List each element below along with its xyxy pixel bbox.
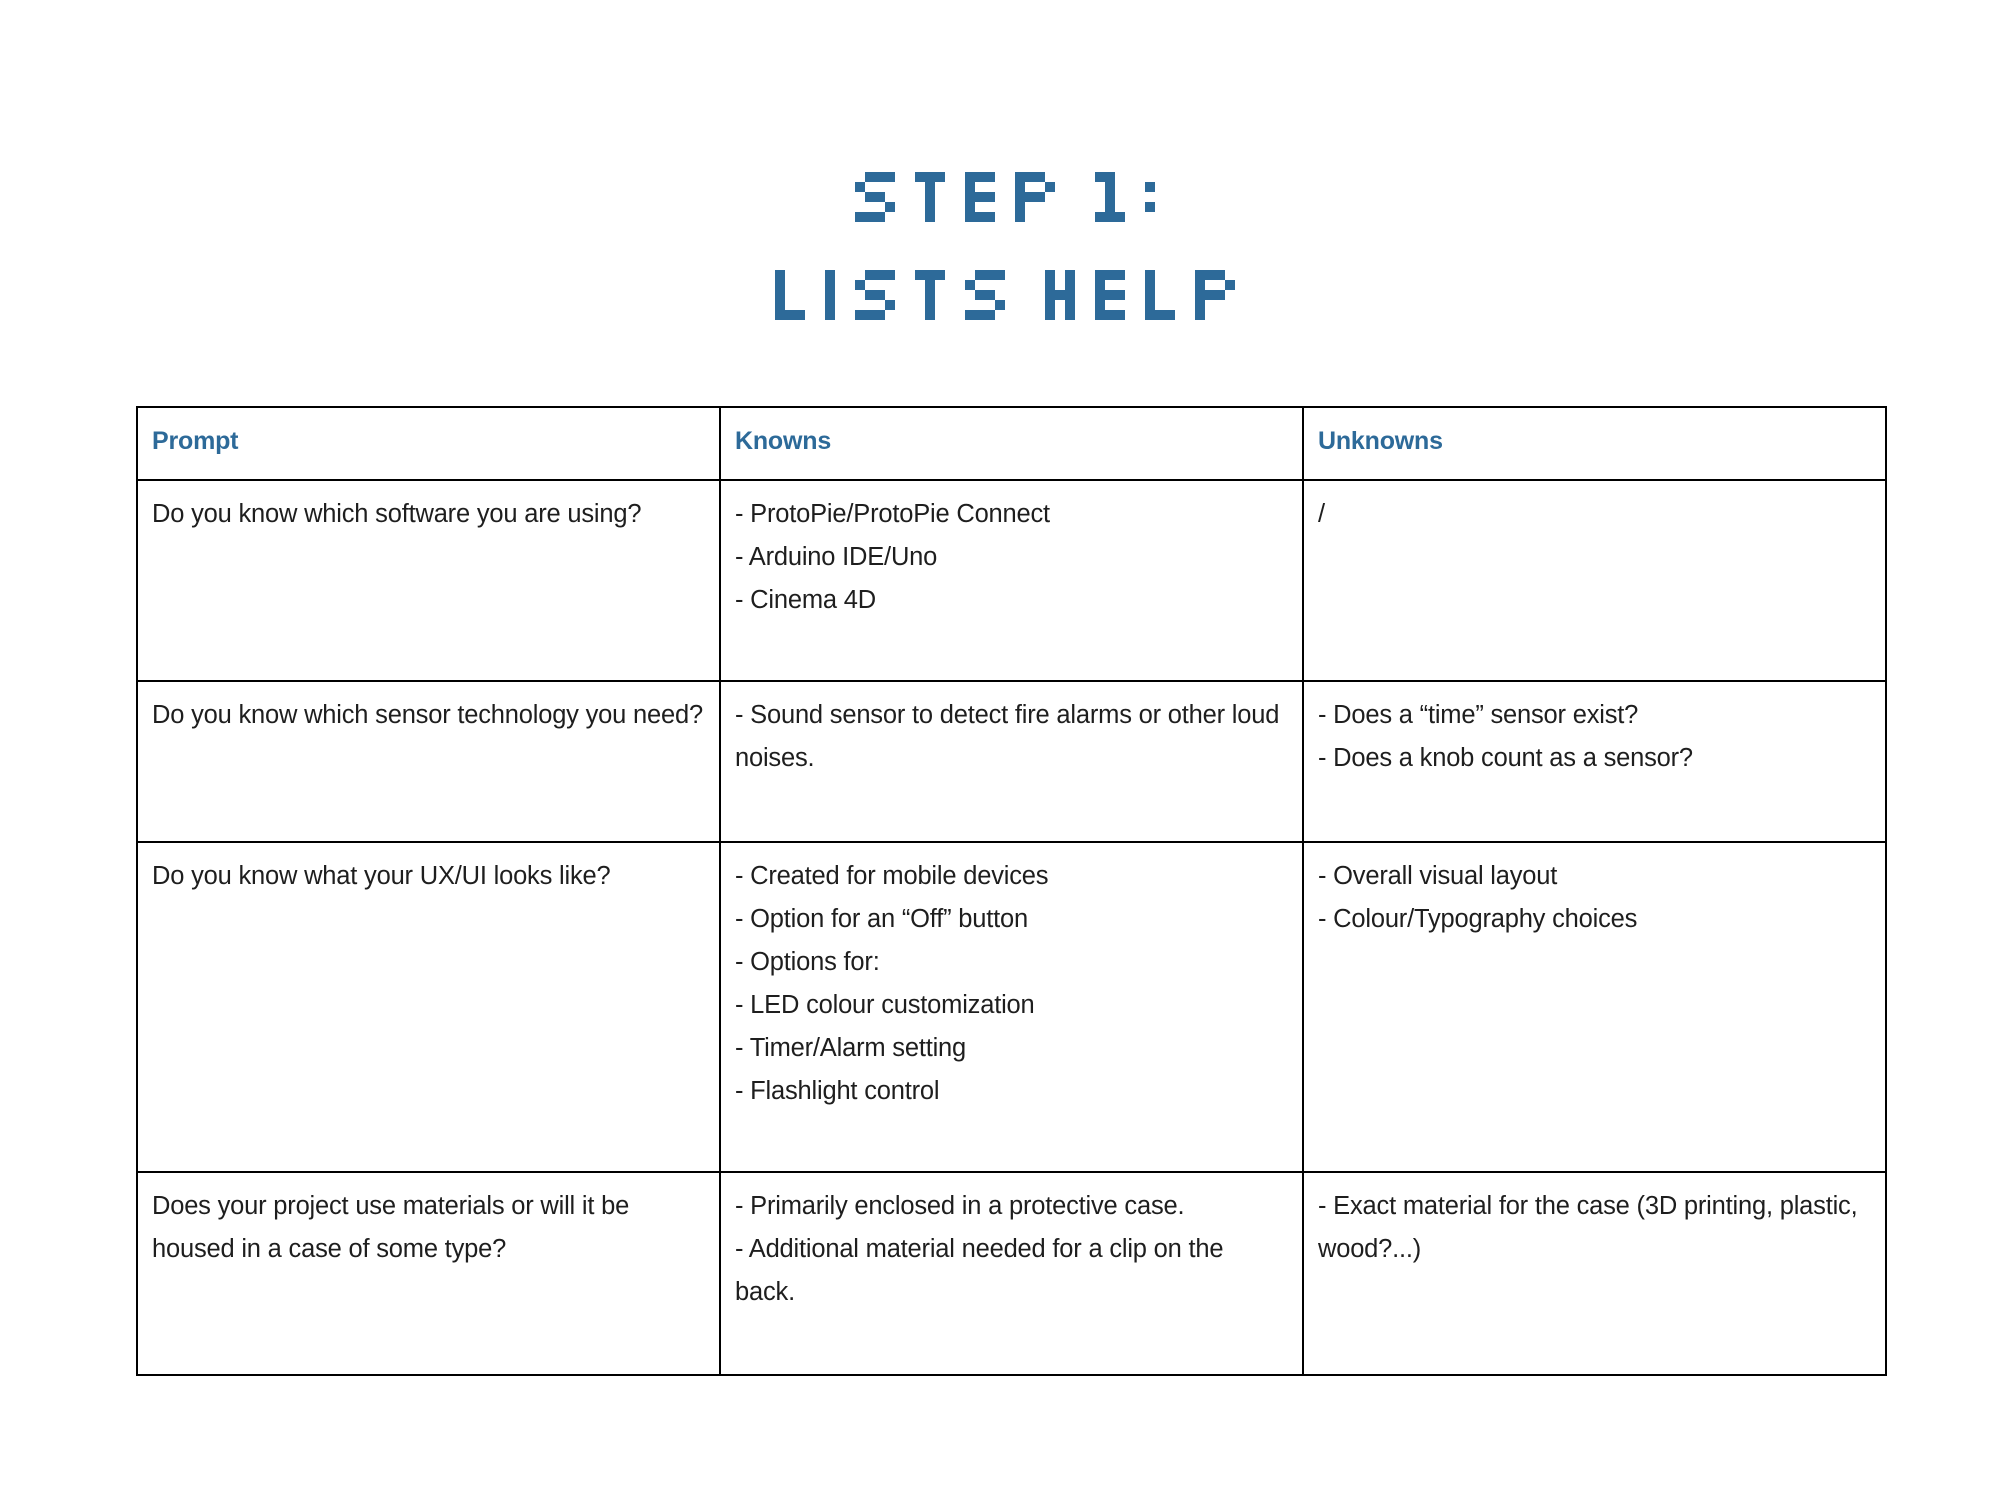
title-pixel (1015, 172, 1025, 182)
title-pixel (1205, 290, 1215, 300)
title-pixel (1025, 172, 1035, 182)
title-pixel (855, 310, 865, 320)
title-pixel (925, 192, 935, 202)
title-pixel (1145, 202, 1155, 212)
table-header-row (137, 407, 1886, 480)
known-item: - Option for an “Off” button (735, 905, 1028, 933)
title-pixel (885, 300, 895, 310)
title-pixel (1095, 212, 1105, 222)
title-pixel (1105, 202, 1115, 212)
title-pixel (795, 310, 805, 320)
table-row (137, 681, 1886, 842)
title-pixel (825, 280, 835, 290)
title-pixel (865, 192, 875, 202)
title-pixel (1195, 300, 1205, 310)
title-pixel (1035, 172, 1045, 182)
title-pixel (1065, 270, 1075, 280)
title-pixel (1195, 280, 1205, 290)
title-pixel (865, 310, 875, 320)
title-pixel (925, 290, 935, 300)
prompt-text: Do you know which software you are using? (152, 500, 642, 528)
title-pixel (865, 212, 875, 222)
prompt-text: Do you know which sensor technology you need? (152, 701, 703, 729)
prompt-cell (137, 480, 720, 681)
title-pixel (1105, 172, 1115, 182)
title-pixel (935, 270, 945, 280)
title-pixel (885, 270, 895, 280)
title-pixel (1015, 212, 1025, 222)
title-pixel (1145, 310, 1155, 320)
title-pixel (1095, 270, 1105, 280)
title-pixel (985, 212, 995, 222)
lists-help-table (136, 406, 1887, 1376)
table-row (137, 842, 1886, 1172)
title-pixel (855, 182, 865, 192)
knowns-cell (720, 1172, 1303, 1375)
known-item: - ProtoPie/ProtoPie Connect (735, 500, 1050, 528)
title-pixel (1155, 310, 1165, 320)
known-item: - Options for: (735, 948, 880, 976)
title-pixel (1045, 290, 1055, 300)
title-pixel (1215, 290, 1225, 300)
title-pixel (925, 280, 935, 290)
pixel-title-graphic (775, 270, 1235, 320)
title-pixel (965, 192, 975, 202)
title-pixel (775, 270, 785, 280)
title-pixel (1045, 270, 1055, 280)
unknown-item: - Exact material for the case (3D printing, plastic, wood?...) (1318, 1192, 1858, 1263)
title-pixel (1095, 290, 1105, 300)
title-pixel (965, 202, 975, 212)
header-prompt: Prompt (137, 407, 720, 480)
unknown-item: / (1318, 500, 1325, 528)
title-pixel (875, 270, 885, 280)
title-pixel (995, 270, 1005, 280)
title-pixel (875, 212, 885, 222)
known-item: - Arduino IDE/Uno (735, 543, 938, 571)
header-knowns: Knowns (720, 407, 1303, 480)
page-title-line-1 (0, 172, 2009, 222)
title-pixel (875, 290, 885, 300)
title-pixel (1105, 182, 1115, 192)
title-pixel (1025, 192, 1035, 202)
title-pixel (1045, 280, 1055, 290)
title-pixel (1045, 300, 1055, 310)
title-pixel (985, 270, 995, 280)
title-pixel (975, 290, 985, 300)
title-pixel (915, 172, 925, 182)
table-row (137, 480, 1886, 681)
title-pixel (875, 310, 885, 320)
title-pixel (1145, 300, 1155, 310)
title-pixel (1165, 310, 1175, 320)
title-pixel (1105, 290, 1115, 300)
title-pixel (865, 290, 875, 300)
title-pixel (1215, 270, 1225, 280)
title-pixel (825, 300, 835, 310)
unknown-item: - Does a “time” sensor exist? (1318, 701, 1639, 729)
title-pixel (1065, 300, 1075, 310)
title-pixel (975, 310, 985, 320)
prompt-cell (137, 842, 720, 1172)
prompt-text: Does your project use materials or will it be housed in a case of some type? (152, 1192, 630, 1263)
title-pixel (1095, 280, 1105, 290)
title-pixel (1115, 270, 1125, 280)
title-pixel (1195, 290, 1205, 300)
title-pixel (1045, 310, 1055, 320)
knowns-cell (720, 480, 1303, 681)
title-pixel (855, 212, 865, 222)
prompt-cell (137, 1172, 720, 1375)
title-pixel (985, 310, 995, 320)
title-pixel (1105, 192, 1115, 202)
title-pixel (965, 280, 975, 290)
title-pixel (1105, 270, 1115, 280)
title-pixel (1095, 310, 1105, 320)
unknown-item: - Does a knob count as a sensor? (1318, 744, 1693, 772)
title-pixel (925, 270, 935, 280)
unknown-item: - Overall visual layout (1318, 862, 1558, 890)
known-item: - Created for mobile devices (735, 862, 1049, 890)
title-pixel (935, 172, 945, 182)
title-pixel (1015, 182, 1025, 192)
title-pixel (1065, 310, 1075, 320)
known-item: - Sound sensor to detect fire alarms or other loud noises. (735, 701, 1280, 772)
title-pixel (1195, 270, 1205, 280)
title-pixel (1055, 290, 1065, 300)
title-pixel (885, 202, 895, 212)
title-pixel (975, 270, 985, 280)
title-pixel (775, 310, 785, 320)
unknown-item: - Colour/Typography choices (1318, 905, 1638, 933)
title-pixel (1145, 182, 1155, 192)
title-pixel (1105, 310, 1115, 320)
title-pixel (965, 212, 975, 222)
title-pixel (1115, 310, 1125, 320)
title-pixel (865, 270, 875, 280)
title-pixel (1065, 290, 1075, 300)
title-pixel (825, 270, 835, 280)
title-pixel (975, 212, 985, 222)
prompt-text: Do you know what your UX/UI looks like? (152, 862, 611, 890)
title-pixel (1045, 182, 1055, 192)
title-pixel (775, 280, 785, 290)
title-pixel (965, 182, 975, 192)
known-item: - Timer/Alarm setting (735, 1034, 967, 1062)
title-pixel (825, 290, 835, 300)
title-pixel (985, 290, 995, 300)
page-title-line-1-text (0, 172, 1, 173)
prompt-cell (137, 681, 720, 842)
known-item: - Primarily enclosed in a protective case. (735, 1192, 1185, 1220)
title-pixel (925, 182, 935, 192)
title-pixel (1035, 192, 1045, 202)
table-row (137, 1172, 1886, 1375)
title-pixel (1065, 280, 1075, 290)
title-pixel (1015, 192, 1025, 202)
title-pixel (775, 290, 785, 300)
title-pixel (1145, 270, 1155, 280)
title-pixel (995, 300, 1005, 310)
title-pixel (1105, 212, 1115, 222)
title-pixel (885, 172, 895, 182)
title-pixel (855, 280, 865, 290)
unknowns-cell (1303, 1172, 1886, 1375)
title-pixel (985, 192, 995, 202)
known-item: - Additional material needed for a clip on the back. (735, 1235, 1224, 1306)
unknowns-cell (1303, 842, 1886, 1172)
title-pixel (1145, 280, 1155, 290)
title-pixel (915, 270, 925, 280)
title-pixel (965, 310, 975, 320)
header-unknowns: Unknowns (1303, 407, 1886, 480)
unknowns-cell (1303, 681, 1886, 842)
title-pixel (925, 172, 935, 182)
title-pixel (985, 172, 995, 182)
title-pixel (925, 310, 935, 320)
knowns-cell (720, 842, 1303, 1172)
title-pixel (1225, 280, 1235, 290)
title-pixel (1115, 212, 1125, 222)
title-pixel (1015, 202, 1025, 212)
title-pixel (975, 192, 985, 202)
title-pixel (1145, 290, 1155, 300)
title-pixel (925, 202, 935, 212)
title-pixel (925, 212, 935, 222)
known-item: - LED colour customization (735, 991, 1035, 1019)
title-pixel (775, 300, 785, 310)
title-pixel (875, 172, 885, 182)
title-pixel (965, 172, 975, 182)
title-pixel (925, 300, 935, 310)
unknowns-cell (1303, 480, 1886, 681)
title-pixel (1195, 310, 1205, 320)
title-pixel (1095, 172, 1105, 182)
known-item: - Flashlight control (735, 1077, 940, 1105)
title-pixel (1095, 300, 1105, 310)
title-pixel (865, 172, 875, 182)
title-pixel (975, 172, 985, 182)
known-item: - Cinema 4D (735, 586, 876, 614)
knowns-cell (720, 681, 1303, 842)
title-pixel (785, 310, 795, 320)
pixel-title-graphic (855, 172, 1155, 222)
title-pixel (1205, 270, 1215, 280)
page-title-line-2 (0, 270, 2009, 320)
title-pixel (1115, 290, 1125, 300)
title-pixel (875, 192, 885, 202)
title-pixel (825, 310, 835, 320)
page-title-line-2-text (0, 270, 1, 271)
